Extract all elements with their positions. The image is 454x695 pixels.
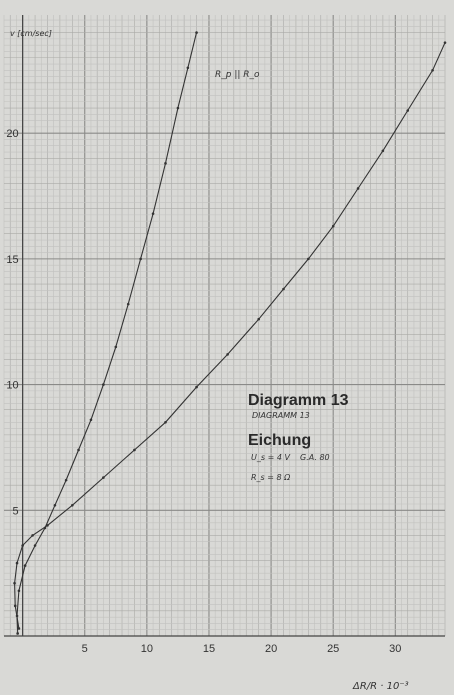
y-tick-label: 15 <box>6 253 19 266</box>
x-tick-label: 30 <box>389 643 402 655</box>
series-2-point <box>46 524 49 527</box>
series-2-point <box>18 627 21 630</box>
series-1-point <box>177 107 180 110</box>
series-2-point <box>226 353 229 356</box>
annotation-param-3: R_s = 8 Ω <box>251 473 291 482</box>
series-2-point <box>307 258 310 261</box>
series-2-point <box>164 421 167 424</box>
y-tick-label: 5 <box>12 505 19 518</box>
series-1-point <box>77 449 80 452</box>
series-2-point <box>406 109 409 112</box>
series-2-point <box>444 41 447 44</box>
chart-subtitle-2: Eichung <box>248 432 312 449</box>
series-2-point <box>257 318 260 321</box>
series-1-point <box>127 303 130 306</box>
series-2-point <box>31 534 34 537</box>
series-1-point <box>187 66 190 69</box>
series-2-point <box>102 476 105 479</box>
y-tick-label: 20 <box>6 128 19 141</box>
series-1-point <box>90 418 93 421</box>
series-2-point <box>71 504 74 507</box>
series-2-point <box>282 288 285 291</box>
series-1-point <box>16 632 19 635</box>
series-1-point <box>34 544 37 547</box>
x-tick-label: 10 <box>140 643 153 655</box>
series-1-point <box>195 31 198 34</box>
series-2-point <box>382 149 385 152</box>
series-2-point <box>13 582 16 585</box>
x-tick-label: 25 <box>327 643 340 655</box>
series-1-point <box>24 564 27 567</box>
series-1-point <box>139 258 142 261</box>
series-1-point <box>18 589 21 592</box>
series-2-point <box>332 225 335 228</box>
x-tick-label: 15 <box>202 643 216 655</box>
series-2-point <box>195 386 198 389</box>
series-2-point <box>133 449 136 452</box>
x-tick-label: 20 <box>264 643 278 655</box>
chart-title: Diagramm 13 <box>248 392 349 409</box>
series-2-point <box>431 69 434 72</box>
series-1-point <box>115 346 118 349</box>
series-1-point <box>102 383 105 386</box>
y-tick-label: 10 <box>6 379 19 392</box>
series-1-point <box>65 479 68 482</box>
chart-subtitle: DIAGRAMM 13 <box>252 411 310 420</box>
series-1-point <box>152 212 155 215</box>
annotation-param-2: G.A. 80 <box>300 453 330 462</box>
x-tick-label: 5 <box>81 643 88 655</box>
annotation-param-1: U_s = 4 V <box>251 453 290 462</box>
series-2-point <box>14 605 17 608</box>
series-1-point <box>54 504 57 507</box>
x-axis-label: ΔR/R · 10⁻³ <box>353 681 409 692</box>
series-2-point <box>357 187 360 190</box>
y-axis-label: v [cm/sec] <box>10 29 52 38</box>
series-2-point <box>21 544 24 547</box>
series-2-point <box>16 562 19 565</box>
series-1-point <box>164 162 167 165</box>
curve-label-rp-ro: R_p || R_o <box>215 70 260 80</box>
